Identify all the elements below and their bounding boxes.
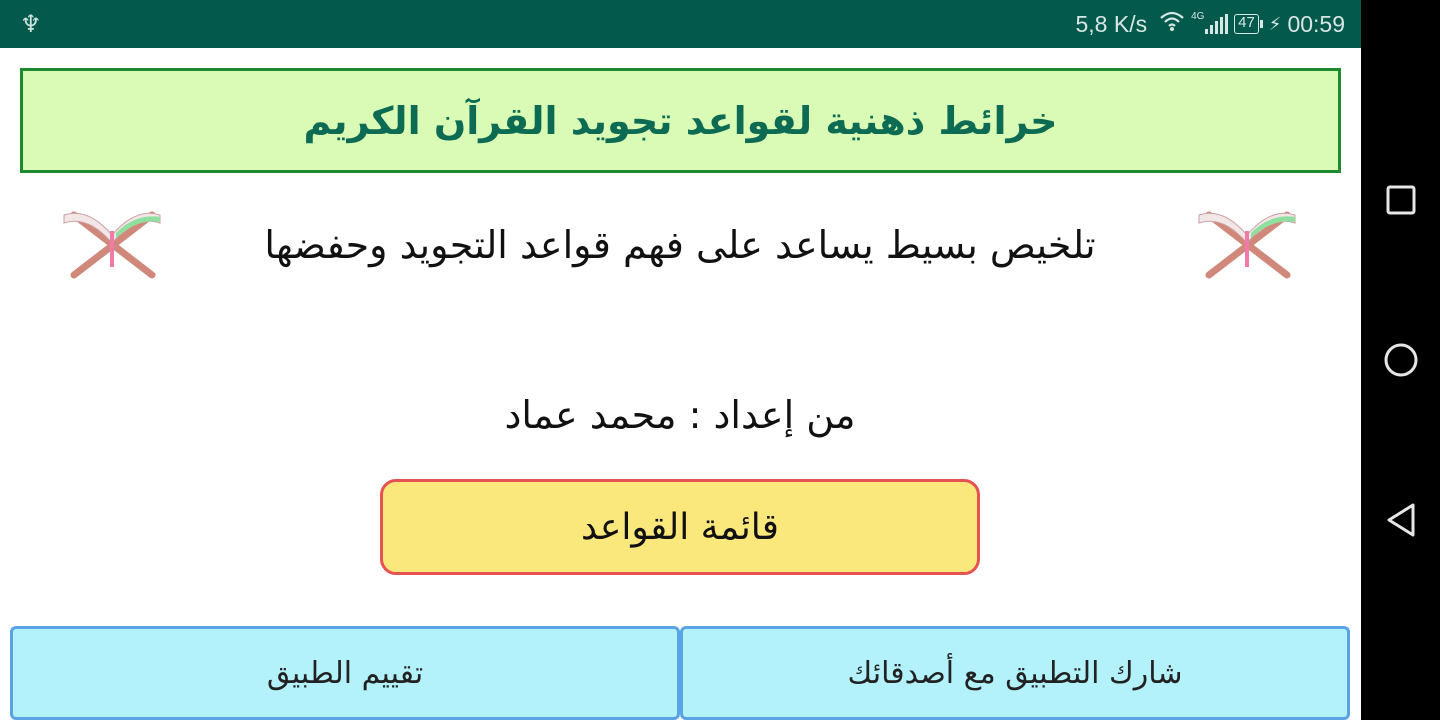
usb-icon: ♆ xyxy=(20,10,42,38)
charging-icon: ⚡︎ xyxy=(1268,13,1282,34)
quran-book-icon xyxy=(1195,205,1299,281)
rules-list-button[interactable] xyxy=(380,479,980,575)
app-title: خرائط ذهنية لقواعد تجويد القرآن الكريم xyxy=(303,98,1058,143)
rate-app-button-label: تقييم الطبيق xyxy=(266,655,424,691)
app-subtitle: تلخيص بسيط يساعد على فهم قواعد التجويد وحفضها xyxy=(264,223,1096,267)
status-bar xyxy=(0,0,1361,48)
network-type: 4G xyxy=(1191,11,1205,22)
wifi-icon xyxy=(1159,10,1185,38)
quran-book-icon xyxy=(60,205,164,281)
share-app-button-label: شارك التطبيق مع أصدقائك xyxy=(847,655,1183,691)
battery-icon xyxy=(1234,14,1263,34)
rules-list-button-label: قائمة القواعد xyxy=(581,506,779,548)
share-app-button[interactable] xyxy=(680,626,1350,720)
clock: 00:59 xyxy=(1287,10,1345,37)
app-title-banner xyxy=(20,68,1341,173)
battery-level: 47 xyxy=(1234,14,1259,34)
net-speed: 5,8 K/s xyxy=(1075,10,1148,37)
recents-icon[interactable] xyxy=(1381,180,1421,220)
back-icon[interactable] xyxy=(1381,500,1421,540)
status-indicators xyxy=(1076,0,1346,48)
signal-icon xyxy=(1191,11,1228,34)
author-credit: من إعداد : محمد عماد xyxy=(504,393,856,437)
home-icon[interactable] xyxy=(1381,340,1421,380)
navigation-bar xyxy=(1361,0,1440,720)
rate-app-button[interactable] xyxy=(10,626,680,720)
